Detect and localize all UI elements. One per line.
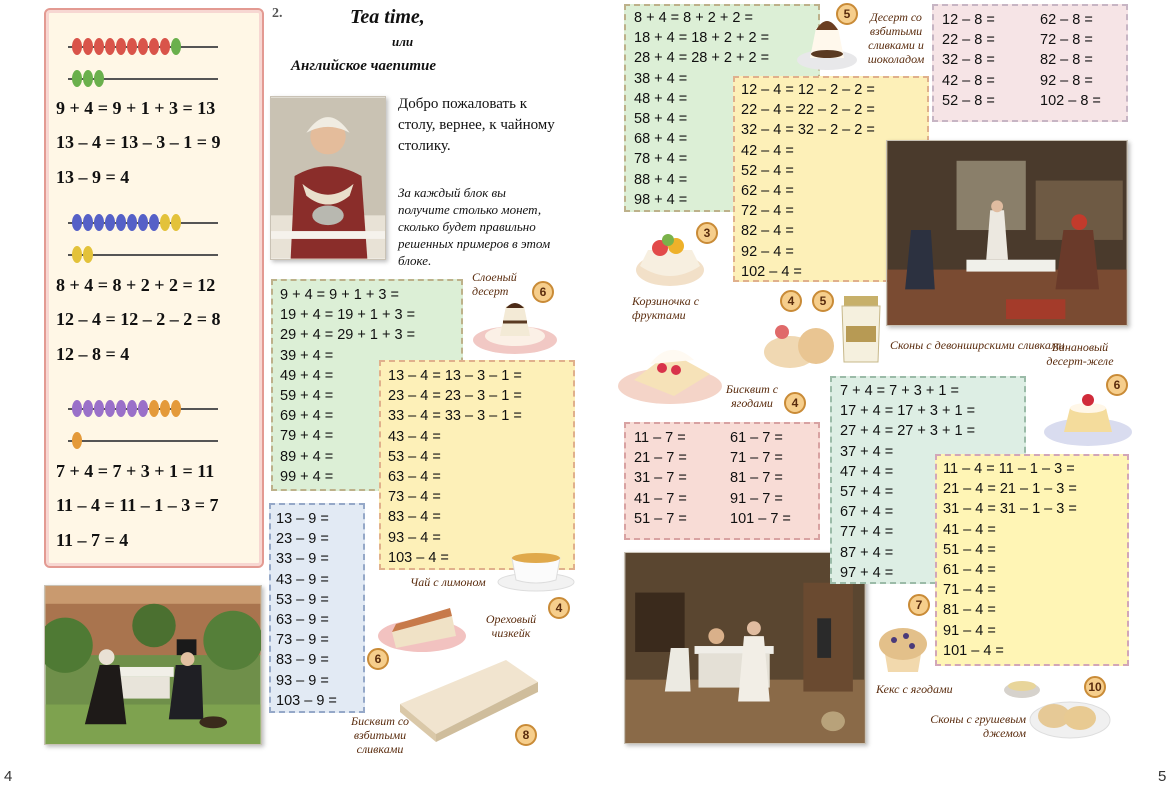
devonshire-scones-image xyxy=(760,312,840,372)
equation: 13 – 4 = 13 – 3 – 1 = 9 xyxy=(56,132,221,152)
label-devonshire-scones: Сконы с девонширскими сливками xyxy=(890,338,1065,352)
exercise-row: 47 + 4 = xyxy=(840,463,894,480)
exercise-row: 61 – 7 = xyxy=(730,430,783,446)
exercise-row: 8 + 4 = 8 + 2 + 2 = xyxy=(634,10,753,26)
abacus-bead xyxy=(105,400,115,417)
exercise-row: 32 – 4 = 32 – 2 – 2 = xyxy=(741,122,875,139)
exercise-row: 59 + 4 = xyxy=(280,388,334,404)
task-text: За каждый блок вы получите столько монет, сколько будет правильно решенных примеров в этом блоке. xyxy=(398,185,551,268)
abacus-bead xyxy=(83,70,93,87)
exercise-row: 42 – 8 = xyxy=(942,72,995,89)
exercise-row: 62 – 8 = xyxy=(1040,12,1093,28)
exercise-row: 18 + 4 = 18 + 2 + 2 = xyxy=(634,30,770,47)
coin-badge: 5 xyxy=(812,290,834,312)
exercise-row: 72 – 4 = xyxy=(741,203,794,220)
exercise-row: 83 – 4 = xyxy=(388,509,441,526)
exercise-row: 13 – 4 = 13 – 3 – 1 = xyxy=(388,368,522,384)
exercise-row: 37 + 4 = xyxy=(840,443,894,460)
abacus-bead xyxy=(149,214,159,231)
abacus-bead xyxy=(127,400,137,417)
exercise-row: 103 – 9 = xyxy=(276,692,337,709)
exercise-row: 17 + 4 = 17 + 3 + 1 = xyxy=(840,403,976,420)
exercise-row: 7 + 4 = 7 + 3 + 1 = xyxy=(840,383,959,399)
exercise-row: 11 – 4 = 11 – 1 – 3 = xyxy=(943,461,1075,477)
page-number-left: 4 xyxy=(4,768,13,785)
label-cream-biscuit: Бисквит со взбитыми сливками xyxy=(351,714,409,756)
exercise-row: 91 – 4 = xyxy=(943,622,996,639)
abacus-bead xyxy=(105,38,115,55)
exercise-row: 19 + 4 = 19 + 1 + 3 = xyxy=(280,307,416,324)
exercise-row: 13 – 9 = xyxy=(276,511,329,527)
equation: 12 – 8 = 4 xyxy=(56,344,130,364)
label-layered-dessert: Слоеный десерт xyxy=(472,270,517,298)
exercise-row: 12 – 8 = xyxy=(942,12,995,28)
exercise-row: 87 + 4 = xyxy=(840,544,894,561)
coin-badge: 10 xyxy=(1084,676,1106,698)
exercise-row: 103 – 4 = xyxy=(388,549,449,566)
exercise-row: 102 – 8 = xyxy=(1040,92,1101,109)
equation: 12 – 4 = 12 – 2 – 2 = 8 xyxy=(56,309,221,329)
garden-tea-painting xyxy=(44,585,262,745)
label-pear-jam-scones: Сконы с грушевым джемом xyxy=(930,712,1026,740)
coin-badge: 5 xyxy=(836,3,858,25)
section-number: 2. xyxy=(272,6,283,21)
abacus-bead xyxy=(105,214,115,231)
exercise-row: 11 – 7 = xyxy=(634,430,686,446)
exercise-row: 22 – 4 = 22 – 2 – 2 = xyxy=(741,102,875,119)
page-number-right: 5 xyxy=(1158,768,1167,785)
abacus-bead xyxy=(116,400,126,417)
exercise-row: 42 – 4 = xyxy=(741,142,794,159)
exercise-row: 63 – 9 = xyxy=(276,612,329,628)
exercise-row: 73 – 9 = xyxy=(276,632,329,649)
exercise-row: 83 – 9 = xyxy=(276,652,329,669)
abacus-bead xyxy=(138,400,148,417)
exercise-row: 9 + 4 = 9 + 1 + 3 = xyxy=(280,287,399,303)
exercise-row: 102 – 4 = xyxy=(741,263,802,280)
fruit-basket-image xyxy=(632,226,708,290)
coin-badge: 8 xyxy=(515,724,537,746)
abacus-bead xyxy=(94,38,104,55)
abacus-bead xyxy=(72,400,82,417)
exercise-row: 52 – 4 = xyxy=(741,162,794,179)
exercise-block-pink xyxy=(624,422,820,540)
exercise-row: 57 + 4 = xyxy=(840,484,894,500)
page-subtitle: или xyxy=(392,34,414,49)
abacus-bead xyxy=(83,38,93,55)
exercise-row: 92 – 4 = xyxy=(741,243,794,260)
abacus-bead xyxy=(160,214,170,231)
exercise-row: 21 – 7 = xyxy=(634,450,687,467)
page-title: Tea time, xyxy=(350,6,425,28)
abacus-bead xyxy=(72,432,82,449)
exercise-row: 73 – 4 = xyxy=(388,489,441,506)
exercise-block-yellow-left xyxy=(379,360,575,570)
abacus-bead xyxy=(72,246,82,263)
exercise-row: 51 – 7 = xyxy=(634,510,687,527)
exercise-row: 91 – 7 = xyxy=(730,490,783,507)
abacus-bead xyxy=(171,214,181,231)
exercise-row: 77 + 4 = xyxy=(840,524,894,541)
exercise-row: 38 + 4 = xyxy=(634,70,688,87)
abacus-bead xyxy=(160,38,170,55)
exercise-row: 101 – 4 = xyxy=(943,642,1004,659)
exercise-row: 41 – 4 = xyxy=(943,521,996,538)
layered-dessert-image xyxy=(470,298,560,356)
abacus-bead xyxy=(149,400,159,417)
exercise-block-lemon xyxy=(935,454,1129,666)
abacus-bead xyxy=(83,400,93,417)
abacus-bead xyxy=(94,70,104,87)
coin-badge: 6 xyxy=(367,648,389,670)
exercise-row: 68 + 4 = xyxy=(634,131,688,148)
coin-badge: 6 xyxy=(532,281,554,303)
exercise-row: 99 + 4 = xyxy=(280,468,334,485)
exercise-row: 23 – 4 = 23 – 3 – 1 = xyxy=(388,388,522,405)
label-banana-dessert: Банановый десерт-желе xyxy=(1046,340,1114,368)
exercise-block-lavender xyxy=(932,4,1128,122)
abacus-bead xyxy=(83,246,93,263)
label-lemon-tea: Чай с лимоном xyxy=(410,575,486,589)
cream-jar-image xyxy=(838,292,884,366)
exercise-row: 89 + 4 = xyxy=(280,448,334,465)
whipped-dessert-image xyxy=(794,12,860,72)
exercise-row: 49 + 4 = xyxy=(280,367,334,384)
equation: 11 – 7 = 4 xyxy=(56,530,129,550)
exercise-row: 97 + 4 = xyxy=(840,564,894,581)
coin-badge: 4 xyxy=(780,290,802,312)
abacus-row-4 xyxy=(68,244,218,264)
equation: 7 + 4 = 7 + 3 + 1 = 11 xyxy=(56,461,215,481)
abacus-row-6 xyxy=(68,430,218,450)
exercise-row: 72 – 8 = xyxy=(1040,32,1093,49)
exercise-row: 88 + 4 = xyxy=(634,171,688,188)
exercise-row: 28 + 4 = 28 + 2 + 2 = xyxy=(634,50,770,67)
exercise-row: 48 + 4 = xyxy=(634,90,688,107)
label-berry-biscuit: Бисквит с ягодами xyxy=(725,382,779,410)
equation: 8 + 4 = 8 + 2 + 2 = 12 xyxy=(56,275,216,295)
berry-muffin-image xyxy=(874,618,932,676)
exercise-row: 93 – 4 = xyxy=(388,529,441,546)
label-fruit-basket: Корзиночка с фруктами xyxy=(632,294,700,322)
page-subtitle-russian: Английское чаепитие xyxy=(291,58,437,74)
abacus-row-1 xyxy=(68,36,218,56)
equation: 11 – 4 = 11 – 1 – 3 = 7 xyxy=(56,495,219,515)
label-whipped-choc-dessert: Десерт со взбитыми сливками и шоколадом xyxy=(867,10,925,66)
exercise-row: 23 – 9 = xyxy=(276,531,329,548)
exercise-row: 53 – 9 = xyxy=(276,591,329,608)
label-berry-muffin: Кекс с ягодами xyxy=(876,682,953,696)
exercise-row: 82 – 4 = xyxy=(741,223,794,240)
exercise-row: 43 – 4 = xyxy=(388,428,441,445)
family-room-painting xyxy=(886,140,1128,326)
left-card xyxy=(44,8,264,568)
exercise-row: 71 – 4 = xyxy=(943,582,996,599)
coin-badge: 3 xyxy=(696,222,718,244)
abacus-bead xyxy=(72,214,82,231)
exercise-row: 27 + 4 = 27 + 3 + 1 = xyxy=(840,423,976,440)
abacus-bead xyxy=(94,214,104,231)
exercise-row: 29 + 4 = 29 + 1 + 3 = xyxy=(280,327,416,344)
exercise-row: 79 + 4 = xyxy=(280,428,334,445)
banana-jelly-image xyxy=(1040,388,1136,448)
equation: 9 + 4 = 9 + 1 + 3 = 13 xyxy=(56,98,216,118)
exercise-row: 93 – 9 = xyxy=(276,672,329,689)
abacus-bead xyxy=(83,214,93,231)
exercise-row: 62 – 4 = xyxy=(741,183,794,199)
exercise-row: 52 – 8 = xyxy=(942,92,995,109)
coin-badge: 4 xyxy=(548,597,570,619)
abacus-bead xyxy=(94,400,104,417)
exercise-row: 12 – 4 = 12 – 2 – 2 = xyxy=(741,82,875,98)
exercise-row: 43 – 9 = xyxy=(276,571,329,588)
exercise-block-blue-left xyxy=(269,503,365,713)
exercise-row: 82 – 8 = xyxy=(1040,52,1093,69)
coin-badge: 6 xyxy=(1106,374,1128,396)
abacus-bead xyxy=(171,38,181,55)
abacus-bead xyxy=(160,400,170,417)
exercise-row: 33 – 9 = xyxy=(276,551,329,568)
exercise-row: 69 + 4 = xyxy=(280,408,334,425)
exercise-row: 101 – 7 = xyxy=(730,510,791,527)
welcome-text: Добро пожаловать к столу, вернее, к чайному столику. xyxy=(398,96,555,154)
abacus-row-2 xyxy=(68,68,218,88)
abacus-row-3 xyxy=(68,212,218,232)
equation: 13 – 9 = 4 xyxy=(56,167,130,187)
berry-biscuit-image xyxy=(614,330,726,408)
exercise-row: 92 – 8 = xyxy=(1040,72,1093,89)
lemon-tea-image xyxy=(494,544,576,594)
cheesecake-image xyxy=(376,596,472,656)
abacus-bead xyxy=(171,400,181,417)
exercise-row: 39 + 4 = xyxy=(280,347,334,364)
exercise-row: 81 – 7 = xyxy=(730,470,783,487)
coin-badge: 7 xyxy=(908,594,930,616)
exercise-row: 22 – 8 = xyxy=(942,32,995,49)
abacus-bead xyxy=(127,214,137,231)
lady-teapot-painting xyxy=(270,96,386,260)
exercise-row: 32 – 8 = xyxy=(942,52,995,69)
abacus-row-5 xyxy=(68,398,218,418)
exercise-row: 98 + 4 = xyxy=(634,191,688,208)
abacus-bead xyxy=(127,38,137,55)
exercise-row: 61 – 4 = xyxy=(943,562,996,578)
exercise-row: 31 – 7 = xyxy=(634,470,687,487)
exercise-row: 41 – 7 = xyxy=(634,490,687,507)
abacus-bead xyxy=(138,38,148,55)
exercise-row: 67 + 4 = xyxy=(840,504,894,521)
exercise-row: 51 – 4 = xyxy=(943,541,996,558)
exercise-row: 78 + 4 = xyxy=(634,151,688,168)
coin-badge: 4 xyxy=(784,392,806,414)
exercise-row: 21 – 4 = 21 – 1 – 3 = xyxy=(943,481,1077,498)
abacus-bead xyxy=(138,214,148,231)
abacus-bead xyxy=(116,38,126,55)
abacus-bead xyxy=(116,214,126,231)
label-nut-cheesecake: Ореховый чизкейк xyxy=(485,612,537,640)
exercise-row: 63 – 4 = xyxy=(388,469,441,485)
abacus-bead xyxy=(72,70,82,87)
abacus-bead xyxy=(149,38,159,55)
exercise-row: 71 – 7 = xyxy=(730,450,783,467)
exercise-row: 58 + 4 = xyxy=(634,111,688,127)
abacus-bead xyxy=(72,38,82,55)
exercise-row: 81 – 4 = xyxy=(943,602,996,619)
exercise-row: 31 – 4 = 31 – 1 – 3 = xyxy=(943,501,1077,518)
exercise-row: 53 – 4 = xyxy=(388,448,441,465)
exercise-row: 33 – 4 = 33 – 3 – 1 = xyxy=(388,408,522,425)
